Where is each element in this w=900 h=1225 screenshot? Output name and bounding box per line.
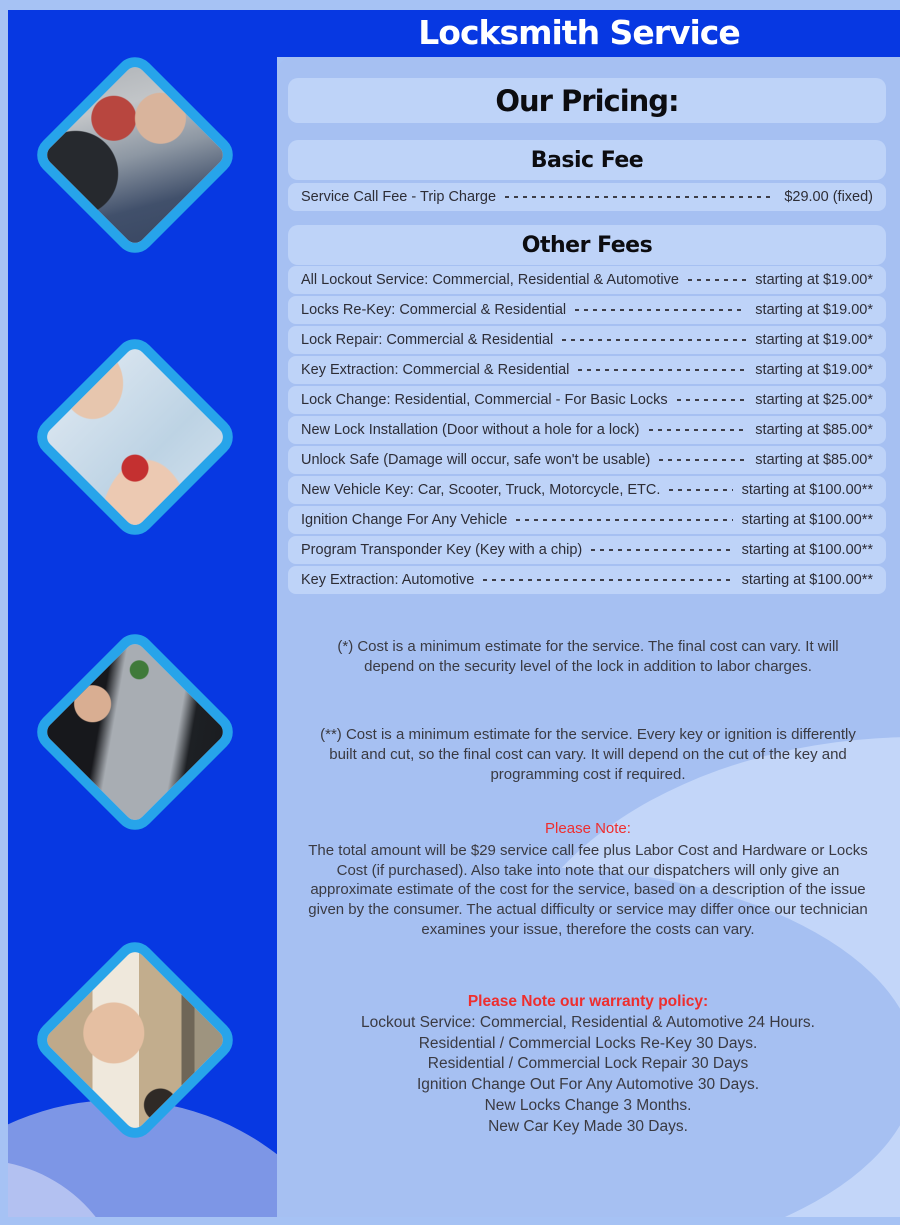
fee-price: starting at $100.00** [741, 542, 873, 558]
fee-price: starting at $19.00* [755, 332, 873, 348]
fee-row [288, 296, 886, 324]
fee-row [288, 446, 886, 474]
dashed-leader [483, 579, 732, 581]
warranty-line: New Car Key Made 30 Days. [488, 1117, 688, 1135]
fee-price: starting at $19.00* [755, 272, 873, 288]
fee-row [288, 266, 886, 294]
warranty-line: Residential / Commercial Locks Re-Key 30 Days. [418, 1034, 758, 1052]
fee-row [288, 506, 886, 534]
basic-fee-rows [288, 183, 886, 211]
fee-label: Service Call Fee - Trip Charge [301, 189, 497, 205]
please-note-section [308, 819, 868, 940]
fee-label: Ignition Change For Any Vehicle [301, 512, 508, 528]
warranty-line: Ignition Change Out For Any Automotive 30 Days. [416, 1076, 760, 1094]
dashed-leader [649, 429, 747, 431]
photo-finger-on-keypad-entry [29, 626, 241, 838]
warranty-heading: Please Note our warranty policy: [467, 993, 709, 1010]
warranty-line: New Locks Change 3 Months. [484, 1097, 692, 1115]
footnote-double-star: (**) Cost is a minimum estimate for the service. Every key or ignition is differently built and cut, so the final cost can vary. It will depend on the cut of the key and programming cost if required. [320, 726, 856, 783]
fee-row [288, 326, 886, 354]
dashed-leader [516, 519, 732, 521]
fee-row [288, 476, 886, 504]
page-title: Locksmith Service [418, 13, 740, 52]
photo-technician-handing-car-keys [29, 49, 241, 261]
fee-label: Unlock Safe (Damage will occur, safe won't be usable) [301, 452, 651, 468]
fee-row [288, 183, 886, 211]
photo-image [29, 345, 241, 543]
fee-price: starting at $85.00* [755, 452, 873, 468]
fee-label: New Vehicle Key: Car, Scooter, Truck, Motorcycle, ETC. [301, 482, 661, 498]
dashed-leader [591, 549, 732, 551]
fee-label: Key Extraction: Automotive [301, 572, 475, 588]
photo-image [29, 63, 241, 261]
our-pricing-heading: Our Pricing: [288, 78, 886, 123]
fee-row [288, 566, 886, 594]
fee-price: starting at $100.00** [741, 512, 873, 528]
warranty-section [308, 992, 868, 1137]
fee-label: All Lockout Service: Commercial, Residential & Automotive [301, 272, 679, 288]
fee-price: starting at $100.00** [741, 572, 873, 588]
warranty-lines [308, 1013, 868, 1137]
warranty-line: Lockout Service: Commercial, Residential & Automotive 24 Hours. [360, 1013, 815, 1031]
dashed-leader [688, 279, 746, 281]
dashed-leader [578, 369, 746, 371]
photo-image [29, 640, 241, 838]
fee-price: $29.00 (fixed) [784, 189, 873, 205]
dashed-leader [505, 196, 775, 198]
please-note-heading: Please Note: [545, 820, 631, 837]
fee-label: Lock Change: Residential, Commercial - For Basic Locks [301, 392, 668, 408]
fee-label: Program Transponder Key (Key with a chip) [301, 542, 583, 558]
other-fee-rows [288, 266, 886, 594]
dashed-leader [575, 309, 746, 311]
dashed-leader [562, 339, 746, 341]
fee-row [288, 536, 886, 564]
footnote-single-star: (*) Cost is a minimum estimate for the service. The final cost can vary. It will depend on the security level of the lock in addition to labor charges. [337, 638, 839, 675]
fee-price: starting at $19.00* [755, 302, 873, 318]
dashed-leader [659, 459, 746, 461]
fee-row [288, 356, 886, 384]
basic-fee-heading: Basic Fee [288, 140, 886, 180]
fee-label: Lock Repair: Commercial & Residential [301, 332, 554, 348]
fee-row [288, 416, 886, 444]
fee-label: Locks Re-Key: Commercial & Residential [301, 302, 567, 318]
other-fees-heading: Other Fees [288, 225, 886, 265]
fee-price: starting at $25.00* [755, 392, 873, 408]
fee-price: starting at $85.00* [755, 422, 873, 438]
photo-hand-giving-house-key [29, 331, 241, 543]
warranty-line: Residential / Commercial Lock Repair 30 Days [427, 1055, 749, 1073]
fee-row [288, 386, 886, 414]
fee-label: New Lock Installation (Door without a hole for a lock) [301, 422, 640, 438]
pricing-panel [277, 57, 900, 1217]
photo-sidebar [8, 10, 277, 1217]
fee-label: Key Extraction: Commercial & Residential [301, 362, 570, 378]
please-note-body: The total amount will be $29 service call fee plus Labor Cost and Hardware or Locks Cost (if purchased). Also take into note that our dispatchers will only give an approximate estimate of the cost for the service, based on a description of the issue given by the consumer. The actual difficulty or service may differ once our technician examines your issue, therefore the costs can vary. [308, 841, 868, 938]
fee-price: starting at $19.00* [755, 362, 873, 378]
fee-price: starting at $100.00** [741, 482, 873, 498]
dashed-leader [677, 399, 747, 401]
dashed-leader [669, 489, 732, 491]
